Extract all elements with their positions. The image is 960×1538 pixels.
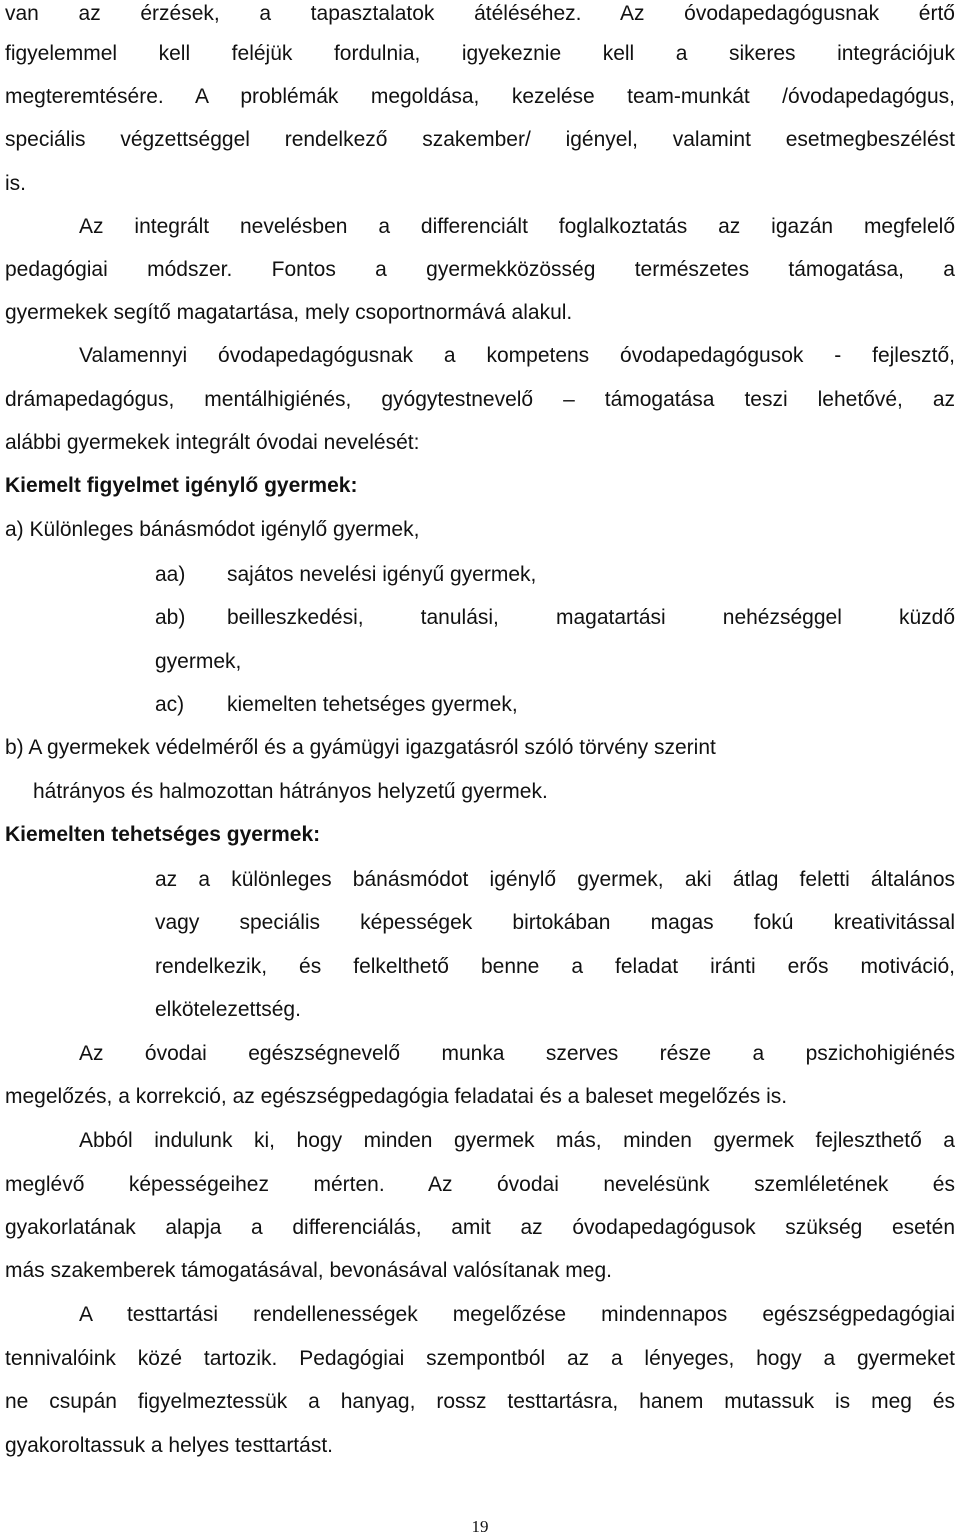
text-line: megteremtésére. A problémák megoldása, kezelése team-munkát /óvodapedagógus, [5,85,955,108]
section-heading: Kiemelt figyelmet igénylő gyermek: [5,474,358,497]
text-line: ne csupán figyelmeztessük a hanyag, rossz testtartásra, hanem mutassuk is meg és [5,1390,955,1413]
list-item-text: gyermek, [155,650,242,673]
text-line: tennivalóink közé tartozik. Pedagógiai szempontból az a lényeges, hogy a gyermeket [5,1347,955,1370]
list-item-text: sajátos nevelési igényű gyermek, [227,563,537,586]
list-item-text: kiemelten tehetséges gyermek, [227,693,518,716]
text-line: is. [5,172,26,195]
list-label: ac) [155,693,185,716]
text-line: A testtartási rendellenességek megelőzése mindennapos egészségpedagógiai [79,1303,955,1326]
definition-line: az a különleges bánásmódot igénylő gyermek, aki átlag feletti általános [155,868,955,891]
definition-line: elkötelezettség. [155,998,301,1021]
text-line: Abból indulunk ki, hogy minden gyermek más, minden gyermek fejleszthető a [79,1129,955,1152]
page-number: 19 [471,1517,489,1536]
text-line: speciális végzettséggel rendelkező szakember/ igényel, valamint esetmegbeszélést [5,128,955,151]
definition-line: vagy speciális képességek birtokában magas fokú kreativitással [155,911,955,934]
list-label: ab) [155,606,186,629]
list-label: aa) [155,563,186,586]
text-line: Valamennyi óvodapedagógusnak a kompetens óvodapedagógusok - fejlesztő, [79,344,955,367]
text-line: Az óvodai egészségnevelő munka szerves része a pszichohigiénés [79,1042,955,1065]
text-line: más szakemberek támogatásával, bevonásával valósítanak meg. [5,1259,612,1282]
text-line: pedagógiai módszer. Fontos a gyermekközösség természetes támogatása, a [5,258,955,281]
section-heading: Kiemelten tehetséges gyermek: [5,823,321,846]
text-line: van az érzések, a tapasztalatok átéléséhez. Az óvodapedagógusnak értő [5,2,955,25]
list-item-text: hátrányos és halmozottan hátrányos helyzetű gyermek. [33,780,548,803]
text-line: gyakoroltassuk a helyes testtartást. [5,1434,333,1457]
text-line: Az integrált nevelésben a differenciált foglalkoztatás az igazán megfelelő [79,215,955,238]
text-line: gyermekek segítő magatartása, mely csoportnormává alakul. [5,301,573,324]
list-item: b) A gyermekek védelméről és a gyámügyi igazgatásról szóló törvény szerint [5,736,716,759]
text-line: megelőzés, a korrekció, az egészségpedagógia feladatai és a baleset megelőzés is. [5,1085,788,1108]
text-line: gyakorlatának alapja a differenciálás, amit az óvodapedagógusok szükség esetén [5,1216,955,1239]
text-line: drámapedagógus, mentálhigiénés, gyógytestnevelő – támogatása teszi lehetővé, az [5,388,955,411]
list-item: a) Különleges bánásmódot igénylő gyermek, [5,518,420,541]
definition-line: rendelkezik, és felkelthető benne a feladat iránti erős motiváció, [155,955,955,978]
text-line: figyelemmel kell feléjük fordulnia, igyekeznie kell a sikeres integrációjuk [5,42,955,65]
text-line: meglévő képességeihez mérten. Az óvodai nevelésünk szemléletének és [5,1173,955,1196]
text-line: alábbi gyermekek integrált óvodai nevelését: [5,431,420,454]
list-item-text: beilleszkedési, tanulási, magatartási nehézséggel küzdő [227,606,955,629]
